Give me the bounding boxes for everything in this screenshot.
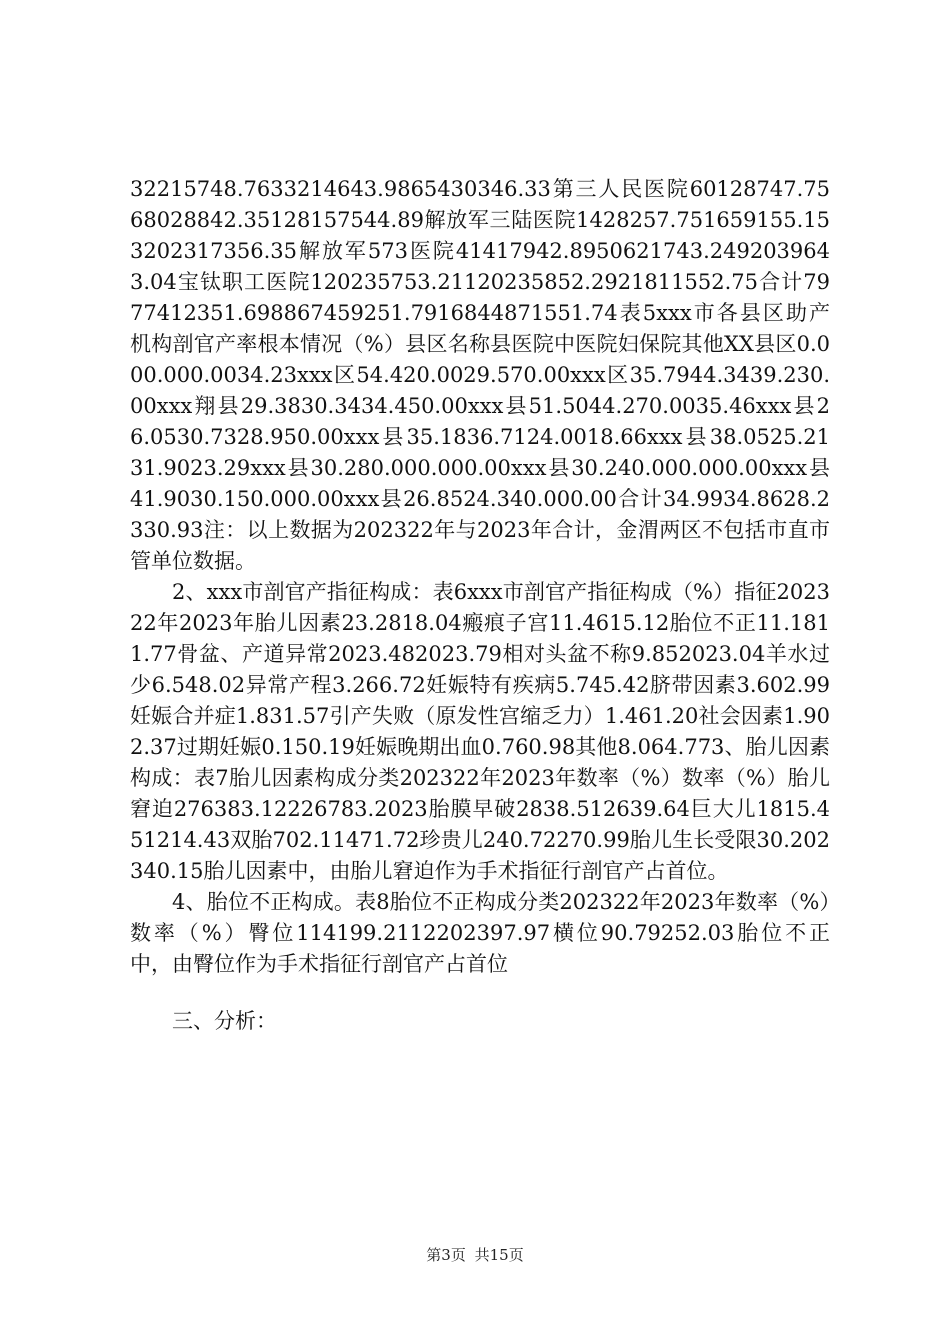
page-footer bbox=[0, 1244, 950, 1265]
paragraph-fetal-position: 4、胎位不正构成。表8胎位不正构成分类202322年2023年数率（%）数率（%）臀位114199.2112202397.97横位90.79252.03胎位不正中，由臀位作为手术指征行剖官产占首位 bbox=[130, 890, 830, 976]
document-body bbox=[130, 174, 830, 1037]
page-total: 共15页 bbox=[474, 1246, 524, 1264]
section-heading-analysis: 三、分析： bbox=[172, 1009, 277, 1033]
paragraph-indication-composition: 2、xxx市剖官产指征构成：表6xxx市剖官产指征构成（%）指征202322年2023年胎儿因素23.2818.04瘢痕子宫11.4615.12胎位不正11.1811.77骨盆、产道异常2023.482023.79相对头盆不称9.852023.04羊水过少6.548.02异常产程3.266.72妊娠特有疾病5.745.42脐带因素3.602.99妊娠合并症1.831.57引产失败（原发性宫缩乏力）1.461.20社会因素1.902.37过期妊娠0.150.19妊娠晚期出血0.760.98其他8.064.773、胎儿因素构成：表7胎儿因素构成分类202322年2023年数率（%）数率（%）胎儿窘迫276383.12226783.2023胎膜早破2838.512639.64巨大儿1815.451214.43双胎702.11471.72珍贵儿240.72270.99胎儿生长受限30.202340.15胎儿因素中，由胎儿窘迫作为手术指征行剖官产占首位。 bbox=[130, 580, 830, 883]
page-number: 第3页 bbox=[426, 1246, 466, 1264]
paragraph-table5: 32215748.7633214643.9865430346.33第三人民医院60128747.7568028842.35128157544.89解放军三陆医院1428257.751659155.153202317356.35解放军573医院41417942.8950621743.2492039643.04宝钛职工医院120235753.21120235852.2921811552.75合计7977412351.698867459251.7916844871551.74表5xxx市各县区助产机构剖官产率根本情况（%）县区名称县医院中医院妇保院其他XX县区0.000.000.0034.23xxx区54.420.0029.570.00xxx区35.7944.3439.230.00xxx翔县29.3830.3434.450.00xxx县51.5044.270.0035.46xxx县26.0530.7328.950.00xxx县35.1836.7124.0018.66xxx县38.0525.2131.9023.29xxx县30.280.000.000.00xxx县30.240.000.000.00xxx县41.9030.150.000.00xxx县26.8524.340.000.00合计34.9934.8628.2330.93注：以上数据为202322年与2023年合计，金渭两区不包括市直市管单位数据。 bbox=[130, 177, 830, 573]
